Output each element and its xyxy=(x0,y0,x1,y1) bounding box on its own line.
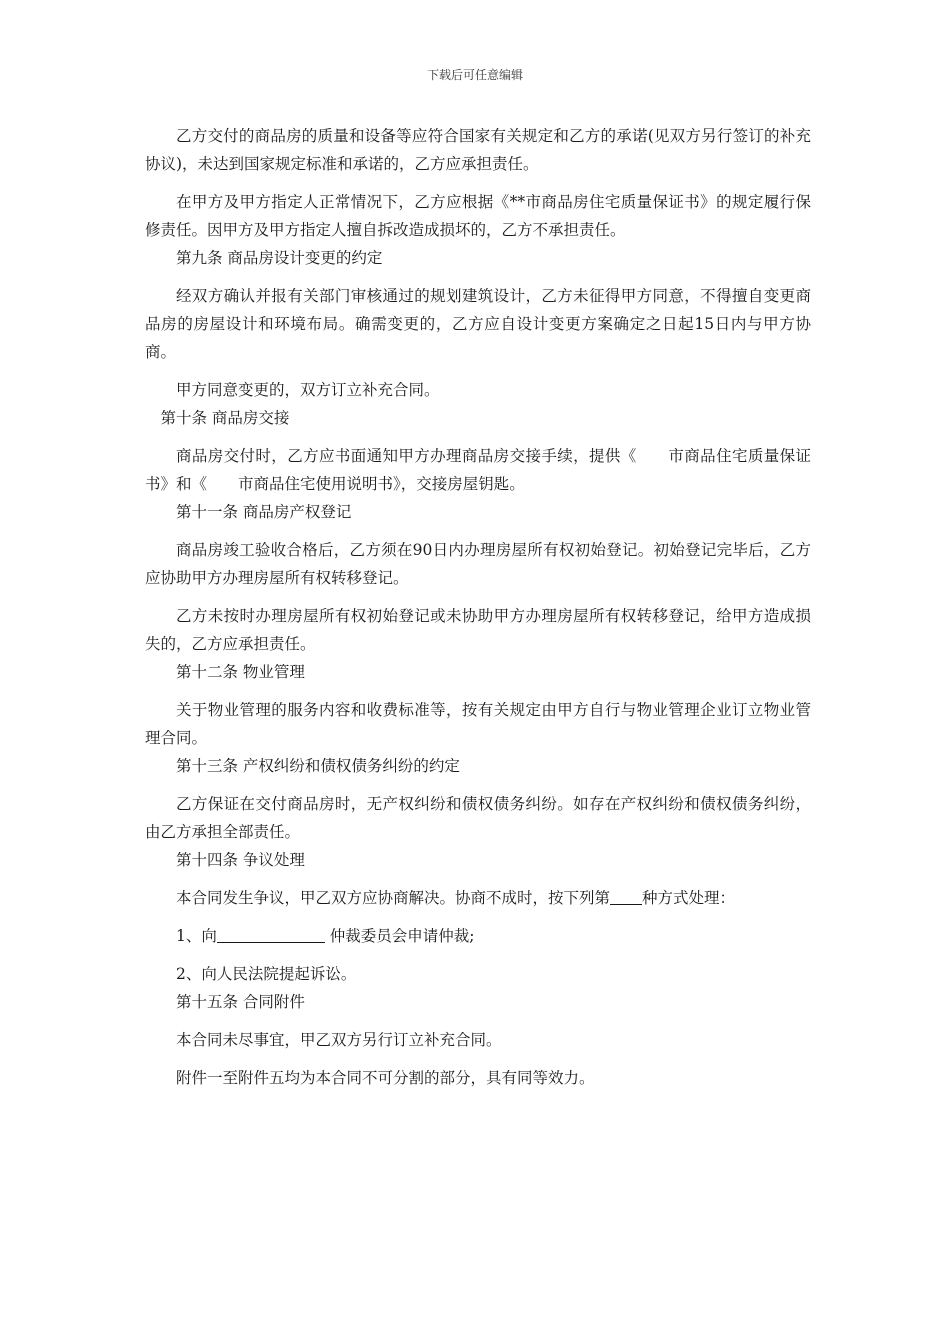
article-14-heading: 第十四条 争议处理 xyxy=(176,851,305,869)
paragraph-disputes-guarantee: 乙方保证在交付商品房时，无产权纠纷和债权债务纠纷。如存在产权纠纷和债权债务纠纷，由乙方承担全部责任。 xyxy=(145,795,811,841)
dispute-text-end: 种方式处理： xyxy=(642,889,736,907)
option-arbitration xyxy=(145,922,811,950)
option-arbitration-start: 1、向 xyxy=(176,927,217,945)
paragraph-dispute-resolution xyxy=(145,884,811,912)
article-11-heading: 第十一条 商品房产权登记 xyxy=(176,503,352,521)
paragraph-quality: 乙方交付的商品房的质量和设备等应符合国家有关规定和乙方的承诺(见双方另行签订的补充协议)，未达到国家规定标准和承诺的，乙方应承担责任。 xyxy=(145,127,811,173)
paragraph-attachments: 附件一至附件五均为本合同不可分割的部分，具有同等效力。 xyxy=(176,1069,595,1087)
article-9-heading: 第九条 商品房设计变更的约定 xyxy=(176,249,383,267)
paragraph-registration-liability: 乙方未按时办理房屋所有权初始登记或未协助甲方办理房屋所有权转移登记，给甲方造成损失的，乙方应承担责任。 xyxy=(145,607,811,653)
paragraph-supplement: 本合同未尽事宜，甲乙双方另行订立补充合同。 xyxy=(176,1031,502,1049)
paragraph-property-management: 关于物业管理的服务内容和收费标准等，按有关规定由甲方自行与物业管理企业订立物业管理合同。 xyxy=(145,701,811,747)
paragraph-handover: 商品房交付时，乙方应书面通知甲方办理商品房交接手续，提供《 市商品住宅质量保证书》和《 市商品住宅使用说明书》，交接房屋钥匙。 xyxy=(145,447,811,493)
document-body xyxy=(145,122,811,1092)
option-litigation: 2、向人民法院提起诉讼。 xyxy=(176,965,357,983)
page-header-note: 下载后可任意编辑 xyxy=(426,68,523,82)
article-10-heading: 第十条 商品房交接 xyxy=(160,409,290,427)
dispute-text-start: 本合同发生争议，甲乙双方应协商解决。协商不成时，按下列第 xyxy=(176,889,611,907)
paragraph-design-change: 经双方确认并报有关部门审核通过的规划建筑设计，乙方未征得甲方同意，不得擅自变更商品房的房屋设计和环境布局。确需变更的，乙方应自设计变更方案确定之日起15日内与甲方协商。 xyxy=(145,287,811,361)
paragraph-registration: 商品房竣工验收合格后，乙方须在90日内办理房屋所有权初始登记。初始登记完毕后，乙方应协助甲方办理房屋所有权转移登记。 xyxy=(145,541,811,587)
article-15-heading: 第十五条 合同附件 xyxy=(176,993,305,1011)
paragraph-design-agree: 甲方同意变更的，双方订立补充合同。 xyxy=(176,381,440,399)
paragraph-warranty: 在甲方及甲方指定人正常情况下，乙方应根据《**市商品房住宅质量保证书》的规定履行保修责任。因甲方及甲方指定人擅自拆改造成损坏的，乙方不承担责任。 xyxy=(145,193,811,239)
article-12-heading: 第十二条 物业管理 xyxy=(176,663,305,681)
option-arbitration-end: 仲裁委员会申请仲裁; xyxy=(324,927,475,945)
article-13-heading: 第十三条 产权纠纷和债权债务纠纷的约定 xyxy=(176,757,460,775)
dispute-option-blank[interactable] xyxy=(610,889,642,906)
arbitration-committee-blank[interactable] xyxy=(217,927,325,944)
